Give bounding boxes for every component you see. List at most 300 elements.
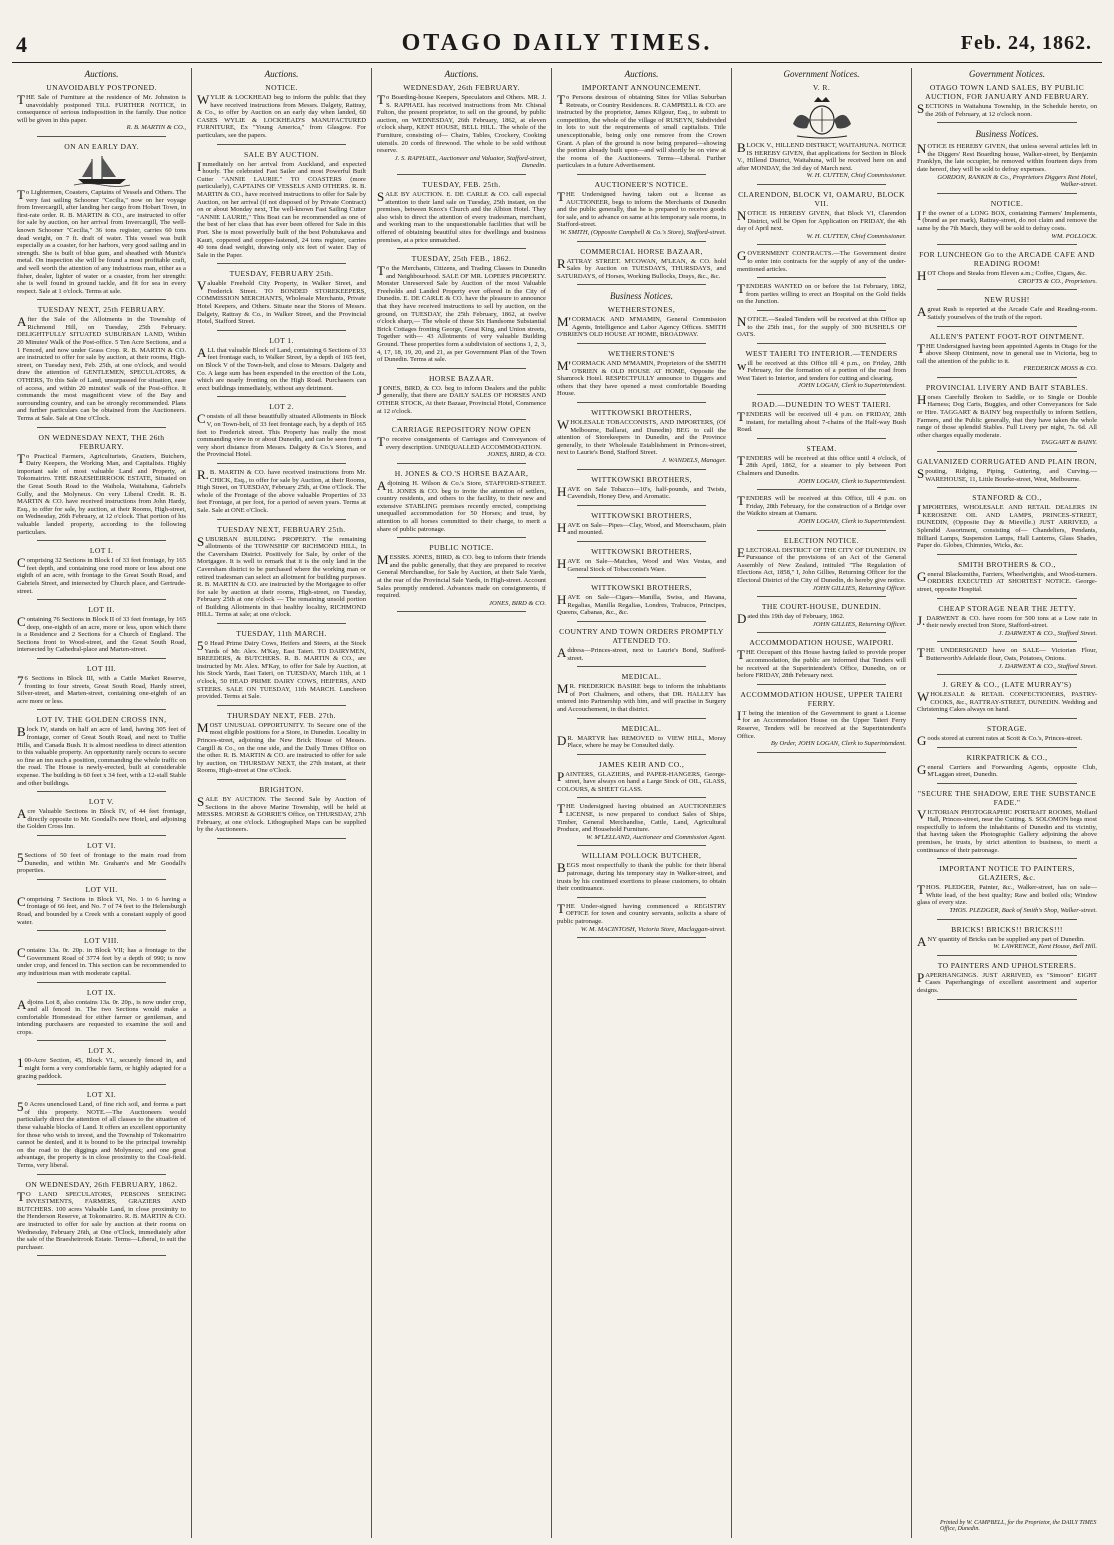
advertisement — [557, 803, 726, 846]
advertisement — [737, 536, 906, 598]
ad-divider — [577, 937, 706, 938]
ad-title: WEST TAIERI TO INTERIOR.—TENDERS — [745, 348, 898, 358]
ad-divider — [757, 184, 886, 185]
advertisement — [557, 247, 726, 286]
ad-title: LOT III. — [86, 664, 117, 674]
advertisement — [377, 374, 546, 420]
ad-body-text: General Carriers and Forwarding Agents, opposite Club, M'Laggan street, Dunedin. — [917, 761, 1097, 779]
advertisement — [197, 785, 366, 839]
advertisement — [917, 332, 1097, 378]
ship-icon — [72, 153, 132, 187]
ad-divider — [577, 845, 706, 846]
ad-body-text: Valuable Freehold City Property, in Walker Street, and Frederick Street. TO BONDED STOREKEEPERS, COMMISSION MERCHANTS, Wholesale Merchants, Private Hotel Keepers, and Others. Situate near the Stores of Messrs. Dalgety, Rattray & Co., in Walker Street, and the Provincial Hotel, Stafford Street. — [197, 278, 366, 326]
ad-body-text: Adjoining H. Wilson & Co.'s Store, STAFFORD-STREET. H. JONES & CO. beg to invite the attention of settlers, country residents, and others to the facility, to their new and extensive STABLING premises recently erected, comprising unequalled accommodation for 50 Horses; and trust, by attention to all horses committed to their charge, to merit a share of public patronage. — [377, 477, 546, 533]
ad-signature: W. M. MACINTOSH, Victoria Store, Maclaggan-street. — [580, 925, 726, 933]
ad-body-text: will be received at this Office till 4 p.m., on Friday, 28th February, for the formation of a portion of the road from West Taieri to Interior, and tenders for cutting and clearing. — [737, 357, 906, 382]
ad-body-text: NOTICE IS HEREBY GIVEN, that unless several articles left in the Diggers' Rest Boarding house, Walker-street, by Benjamin Franklyn, the late occupier, be removed within fourteen days from date hereof, they will be sold to defray expenses. — [917, 141, 1097, 173]
ad-body-text: J.DARWENT & CO. have room for 500 tons at a Low rate in their newly erected Iron Store, Stafford-street. — [917, 612, 1097, 630]
advertisement — [557, 547, 726, 578]
ad-signature: J. DARWENT & CO., Stafford Street. — [998, 662, 1097, 670]
ad-title: NEW RUSH! — [984, 295, 1030, 305]
advertisement — [737, 690, 906, 753]
ad-body-text: ELECTORAL DISTRICT OF THE CITY OF DUNEDIN. IN Pursuance of the provisions of an Act of the General Assembly of New Zealand, intituled "The Regulation of Elections Act, 1858," I, John Gillies, Returning Officer for the Electoral District of the City of Dunedin, do hereby give notice. — [737, 544, 906, 584]
ad-divider — [577, 505, 706, 506]
ad-title: LOT 1. — [269, 335, 294, 345]
column-subheading: Business Notices. — [610, 291, 673, 302]
advertisement — [197, 629, 366, 706]
advertisement — [557, 305, 726, 344]
ad-signature: TAGGART & BAINY. — [1040, 439, 1097, 447]
ad-divider — [937, 641, 1077, 642]
ad-body-text: Goods stored at current rates at Scott & Co.'s, Princes-street. — [917, 732, 1083, 748]
ad-title: WILLIAM POLLOCK BUTCHER, — [581, 851, 702, 861]
ad-body-text: Containing 76 Sections in Block II of 33 feet frontage, by 165 deep, one-eighth of an acre, more or less, upon which there is a Residence and 2 Sections for a Church of England. The Sections front to Wood-street, and the Great South Road, intersected by Cathedral-place and Marten-street. — [17, 614, 186, 654]
ad-title: TUESDAY, 11th MARCH. — [236, 629, 327, 639]
advertisement — [557, 583, 726, 622]
ad-title: TO PAINTERS AND UPHOLSTERERS. — [937, 960, 1077, 970]
ad-divider — [397, 368, 526, 369]
ad-body-text: R.B. MARTIN & CO. have received instructions from Mr. CHICK, Esq., to offer for sale by Auction, at their Rooms, High Street, on TUESDAY, February 25th, at One o'Clock. The whole of the Frontage of the above valuable Properties of 33 feet Frontage, at per foot, for a period of seven years. Terms at Sale. Sale at ONE o'Clock. — [197, 466, 366, 514]
ad-signature: W. M'LELLAND, Auctioneer and Commission Agent. — [586, 833, 726, 841]
royal-crest-icon — [787, 94, 857, 140]
ad-title: THURSDAY NEXT, FEB. 27th. — [227, 710, 336, 720]
ad-divider — [37, 1084, 166, 1085]
ad-title: JAMES KEIR AND CO., — [598, 759, 685, 769]
ad-divider — [577, 621, 706, 622]
advertisement — [17, 988, 186, 1042]
ad-title: WITTKOWSKI BROTHERS, — [591, 510, 692, 520]
advertisement — [917, 295, 1097, 326]
ad-signature: JOHN LOGAN, Clerk to Superintendent. — [797, 518, 906, 525]
ad-body-text: To receive consignments of Carriages and Conveyances of every description. UNEQUALLED ACCOMMODATION. — [377, 434, 546, 451]
ad-title: LOT VI. — [86, 840, 117, 850]
ad-divider — [757, 277, 886, 278]
advertisement — [917, 789, 1097, 860]
ad-divider — [577, 343, 706, 344]
ad-body-text: TENDERS WANTED on or before the 1st February, 1862, from parties willing to erect an Hospital on the Gold fields on the Junction. — [737, 281, 906, 306]
column-heading: Auctions. — [624, 69, 659, 79]
ad-body-text: General Blacksmiths, Farriers, Wheelwrights, and Wood-turners. ORDERS EXECUTED AT SHORTEST NOTICE. George-street, opposite Hospital. — [917, 568, 1097, 593]
advertisement — [917, 143, 1097, 194]
advertisement — [917, 457, 1097, 488]
advertisement — [557, 627, 726, 667]
advertisement — [917, 199, 1097, 245]
ad-divider — [577, 666, 706, 667]
ad-signature: J. S. RAPHAEL, Auctioneer and Valuator, Stafford-street, Dunedin. — [394, 154, 546, 170]
ad-body-text: SALE BY AUCTION. E. DE CARLE & CO. call especial attention to their land sale on Tuesday, 25th instant, on the premises, between Knox's Church and the Albion Hotel. They also wish to direct the attention of every tradesman, merchant, and working man to the unquestionable facilities that will be offered of obtaining beautiful sites for dwellings and business premises, at a price unmatched. — [377, 188, 546, 244]
ad-body-text: To Practical Farmers, Agriculturists, Graziers, Butchers, Dairy Keepers, the Working Man, and Capitalists. Highly important sale of most valuable Land and Property, at Tokomairiro. THE BRAESHEIRROOK ESTATE, Situated on the Great South Road to the Waihola, Waitahuna, Gabriel's Gully, and the Molyneux. On very Liberal Credit. R. B. MARTIN & CO. have received instructions from John Hardy, Esq., to offer for sale, by auction, at their Rooms, High-street, on Wednesday, 26th February, at 12 o'clock. That portion of his valuable landed property, according to the following particulars. — [17, 450, 186, 536]
advertisement — [197, 525, 366, 625]
ad-title: NOTICE. — [265, 83, 298, 92]
ad-divider — [937, 718, 1077, 719]
ad-divider — [217, 263, 346, 264]
ad-body-text: THE Under-signed having commenced a REGISTRY OFFICE for town and country servants, solicits a share of public patronage. — [557, 900, 726, 925]
advertisement — [377, 180, 546, 249]
ad-divider — [757, 438, 886, 439]
ad-title: BRIGHTON. — [259, 784, 304, 794]
ad-divider — [757, 343, 886, 344]
ad-body-text: PAPERHANGINGS. JUST ARRIVED, ex "Simoon" EIGHT Cases Paperhangings of excellent assortment and superior designs. — [917, 969, 1097, 994]
advertisement — [917, 724, 1097, 748]
ad-title: H. JONES & CO.'S HORSE BAZAAR, — [394, 468, 529, 478]
ad-divider — [577, 897, 706, 898]
column-subheading: Business Notices. — [975, 129, 1039, 140]
ad-divider — [757, 310, 886, 311]
ad-body-text: TENDERS will be received at this office until 4 o'clock, of 28th April, 1862, for a steamer to ply between Port Chalmers and Dunedin. — [737, 452, 906, 478]
ad-divider — [217, 705, 346, 706]
ad-divider — [757, 596, 886, 597]
ad-body-text: Horses Carefully Broken to Saddle, or to Single or Double Harness; Dog Carts, Buggies, and other Conveyances for Sale or Hire. TAGGART & BAINY beg respectfully to inform Settlers, Farmers, and the Public generally, that they have taken the whole range of those splendid Stables. Full Livery per night, 7s. 6d. All other charges equally moderate. — [917, 391, 1097, 439]
ad-title: LOT X. — [88, 1046, 115, 1056]
advertisement — [17, 546, 186, 600]
ad-title: WITTKOWSKI BROTHERS, — [591, 474, 692, 484]
ad-divider — [37, 879, 166, 880]
ad-body-text: TENDERS will be received at this Office, till 4 p.m. on Friday, 28th February, for the construction of a Bridge over the Waikito stream at Oamaru. — [737, 493, 906, 518]
advertisement — [557, 724, 726, 755]
ad-divider — [937, 783, 1077, 784]
ad-body-text: SUBURBAN BUILDING PROPERTY. The remaining allotments of the TOWNSHIP OF RICHMOND HILL, In the Caversham District. Positively for Sale, by order of the Mortgagee. It is well to remark that it is the only land in the Caversham district to be purchased where the working man or retired tradesman can select an allotment for building purposes. R. B. MARTIN & CO. are instructed by the Mortgagee to offer for sale by auction at their rooms, High-street, on Tuesday, February 25th at one o'clock — The remaining unsold portion of Building Allotments in that healthy locality, RICHMOND HILL. Terms at sale; at one o'clock. — [197, 533, 366, 619]
advertisement — [197, 336, 366, 398]
ad-title: ACCOMMODATION HOUSE, WAIPORI. — [749, 638, 894, 648]
ad-body-text: Consists of all these beautifully situated Allotments in Block V, on Town-belt, of 33 feet frontage each, by a depth of 165 feet to Frederick street. This Property has really the most commanding view in or about Dunedin, and can be seen from a very short distance from Messrs. Dalgety & Co.'s Stores, and the Provincial Hotel. — [197, 411, 366, 459]
advertisement — [557, 83, 726, 175]
ad-divider — [577, 241, 706, 242]
ad-title: LOT V. — [88, 797, 115, 807]
ad-title: WETHERSTONE'S — [608, 349, 675, 359]
ad-title: MEDICAL. — [621, 723, 662, 733]
advertisement — [917, 647, 1097, 675]
ad-divider — [37, 1255, 166, 1256]
ad-body-text: WHOLESALE TOBACCONISTS, AND IMPORTERS, (Of Melbourne, Ballarat, and Dunedin) BEG to call the attention of Storekeepers in Dunedin, and the Province generally, to their Wholesale Establishment in Princes-street, next to Laurie's Bond, Stafford Street. — [557, 417, 726, 457]
ad-body-text: NOTICE IS HEREBY GIVEN, that Block VI, Clarendon District, will be Open for Application on FRIDAY, the 4th day of April next. — [737, 207, 906, 233]
ad-signature: W. LAWRENCE, Kent House, Bell Hill. — [993, 943, 1097, 951]
ad-title: TUESDAY, 25th FEB., 1862. — [411, 254, 512, 264]
advertisement — [737, 638, 906, 684]
ad-body-text: HAVE on Sale Tobacco—10's, half-pounds, and Twists, Cavendish, Honey Dew, and Aromatic. — [557, 483, 726, 501]
ad-body-text: SECTIONS in Waitahuna Township, in the Schedule hereto, on the 26th of February, at 12 o'clock noon. — [917, 101, 1097, 118]
advertisement — [197, 466, 366, 520]
ad-body-text: Dated this 19th day of February, 1862. — [737, 611, 845, 627]
ad-title: PUBLIC NOTICE. — [429, 543, 494, 553]
ad-divider — [37, 540, 166, 541]
ad-divider — [937, 858, 1077, 859]
advertisement — [737, 283, 906, 311]
advertisement — [17, 885, 186, 931]
ad-body-text: MR. FREDERICK BASIRE begs to inform the inhabitants of Port Chalmers, and others, that DR. HALLEY has entered into Partnership with him, and will practise in Surgery and Accouchement, in that district. — [557, 681, 726, 713]
ad-body-text: ANY quantity of Bricks can be supplied any part of Dunedin. — [917, 933, 1085, 949]
ad-divider — [577, 402, 706, 403]
ad-title: ALLEN'S PATENT FOOT-ROT OINTMENT. — [929, 331, 1085, 341]
advertisement — [737, 602, 906, 633]
ad-divider — [577, 284, 706, 285]
ad-title: CHEAP STORAGE NEAR THE JETTY. — [938, 603, 1076, 613]
advertisement — [377, 425, 546, 464]
advertisement — [197, 150, 366, 265]
ad-signature: R. B. MARTIN & CO., — [126, 124, 186, 132]
advertisement — [557, 760, 726, 799]
advertisement — [917, 864, 1097, 919]
ad-divider — [577, 469, 706, 470]
ad-signature: THOS. PLEDGER, Back of Smith's Shop, Walker-street. — [949, 907, 1097, 915]
advertisement — [737, 349, 906, 395]
header-rule — [12, 62, 1102, 63]
ad-title: FOR LUNCHEON Go to the ARCADE CAFE AND READING ROOM! — [919, 250, 1095, 269]
advertisement — [557, 349, 726, 403]
advertisement — [17, 841, 186, 880]
advertisement — [557, 851, 726, 897]
advertisement — [17, 305, 186, 427]
ad-signature: J. DARWENT & CO., Stafford Street. — [998, 629, 1097, 637]
ad-body-text: IT being the intention of the Government to grant a License for an Accommodation House on the Upper Taieri Ferry Reserve, Tenders will be received at the Superintendent's Office. — [737, 707, 906, 740]
column-6 — [912, 68, 1102, 1538]
ad-body-text: NOTICE.—Sealed Tenders will be received at this Office up to the 25th inst., for the supply of 300 BUSHELS OF OATS. — [737, 313, 906, 339]
ad-divider — [937, 487, 1077, 488]
advertisement — [737, 400, 906, 439]
advertisement — [737, 495, 906, 530]
advertisement — [917, 753, 1097, 784]
ad-signature: J. WANDELS, Manager. — [662, 457, 726, 464]
advertisement — [737, 83, 906, 185]
ad-body-text: Adjoins Lot 8, also contains 13a. 0r. 20p., is now under crop, and all fenced in. The two Sections would make a comfortable Homestead for either farmer or gentleman, and intending purchasers are requested to examine the soil and crops. — [17, 996, 186, 1036]
advertisement — [737, 190, 906, 245]
advertisement — [917, 560, 1097, 599]
ad-title: THE COURT-HOUSE, DUNEDIN. — [761, 602, 882, 612]
advertisement — [557, 475, 726, 506]
ad-signature: JOHN LOGAN, Clerk to Superintendent. — [797, 382, 906, 390]
ad-divider — [937, 554, 1077, 555]
advertisement — [737, 313, 906, 344]
ad-divider — [397, 248, 526, 249]
ad-body-text: Contains 13a. 0r. 20p. in Block VII; has a frontage to the Government Road of 3774 feet by a depth of 990; is now under crop, and fenced in. This section can be recommended to any industrious man with moderate capital. — [17, 945, 186, 977]
ad-signature: JOHN GILLIES, Returning Officer. — [812, 620, 906, 628]
advertisement — [17, 433, 186, 542]
printer-imprint: Printed by W. CAMPBELL, for the Proprietor, the DAILY TIMES Office, Dunedin. — [940, 1520, 1097, 1532]
ad-divider — [937, 598, 1077, 599]
advertisement — [557, 408, 726, 470]
advertisement — [17, 797, 186, 836]
ad-title: LOT IX. — [86, 987, 117, 997]
ad-body-text: HAVE on Sale—Matches, Wood and Wax Vestas, and General Stock of Tobacconist's Ware. — [557, 555, 726, 573]
ad-divider — [937, 244, 1077, 245]
ad-title: UNAVOIDABLY POSTPONED. — [46, 83, 157, 92]
ad-body-text: DR. MARTYR has REMOVED to VIEW HILL, Moray Place, where he may be Consulted daily. — [557, 732, 726, 750]
ad-body-text: THE Sale of Furniture at the residence of Mr. Johnston is unavoidably postponed TILL FURTHER NOTICE, in consequence of serious indisposition in the family. Due notice will be given in this paper. — [17, 92, 186, 124]
advertisement — [17, 1046, 186, 1085]
ad-divider — [757, 489, 886, 490]
ad-title: STEAM. — [806, 443, 837, 453]
ad-divider — [217, 330, 346, 331]
ad-title: SMITH BROTHERS & CO., — [958, 559, 1056, 569]
ad-body-text: Agreat Rush is reported at the Arcade Cafe and Reading-room. Satisfy yourselves of the truth of the report. — [917, 304, 1097, 321]
ad-title: WEDNESDAY, 26th FEBRUARY. — [403, 83, 520, 92]
ad-divider — [217, 779, 346, 780]
ad-title: ACCOMMODATION HOUSE, UPPER TAIERI FERRY. — [740, 689, 903, 708]
ad-body-text: THE Undersigned having obtained an AUCTIONEER'S LICENSE, is now prepared to conduct Sales of Ships, Timber, General Merchandise, Cattle, Land, Agricultural Produce, and Household Furniture. — [557, 801, 726, 834]
column-heading: Auctions. — [84, 69, 119, 79]
ad-divider — [937, 955, 1077, 956]
ad-title: LOT VII. — [85, 884, 118, 894]
ad-body-text: 100-Acre Section, 45, Block VI., securely fenced in, and might form a very comfortable farm, or highly adapted for a grazing paddock. — [17, 1055, 186, 1080]
ad-body-text: IF the owner of a LONG BOX, containing Farmers' Implements, (brand as per mark), Rattray-street, do not claim and remove the same by the 7th March, they will be sold to defray costs. — [917, 207, 1097, 232]
ad-divider — [937, 289, 1077, 290]
advertisement — [917, 383, 1097, 452]
advertisement — [557, 672, 726, 718]
ad-title: OTAGO TOWN LAND SALES, BY PUBLIC AUCTION, FOR JANUARY AND FEBRUARY. — [925, 83, 1089, 101]
ad-title: WITTKOWSKI BROTHERS, — [591, 546, 692, 556]
ad-divider — [37, 427, 166, 428]
masthead — [0, 18, 1114, 58]
ad-body-text: Acre Valuable Sections in Block IV, of 44 feet frontage, directly opposite to Mr. Goodall's new Hotel, and adjoining the Golden Cross Inn. — [17, 806, 186, 831]
column-heading: Auctions. — [444, 69, 479, 79]
ad-body-text: Block IV, stands on half an acre of land, having 305 feet of frontage, corner of Great South Road, and next to Tuffie Hills, and Canada Bush. It is almost needless to direct attention to this valuable property. An opportunity rarely occurs to secure so fine an inn such a position, commanding the whole traffic on the road. The House is newly-erected, built at considerable expense. The building is 60 feet x 34 feet, with a 12-stall Stable and other buildings. — [17, 724, 186, 787]
ad-divider — [217, 463, 346, 464]
column-4 — [552, 68, 732, 1538]
ad-divider — [37, 835, 166, 836]
ad-divider — [937, 674, 1077, 675]
ad-divider — [217, 623, 346, 624]
ad-title: V. R. — [812, 83, 831, 92]
ad-title: KIRKPATRICK & CO., — [966, 752, 1048, 762]
ad-signature: W. H. CUTTEN, Chief Commissioner. — [806, 172, 906, 180]
advertisement — [377, 469, 546, 538]
ad-title: LOT XI. — [86, 1090, 117, 1100]
advertisement — [557, 900, 726, 938]
ad-body-text: 76 Sections in Block III, with a Cattle Market Reserve, fronting to four streets, Great South Road, Hardy street, Silver-street, and Marten-street, containing one-eighth of an acre more or less. — [17, 673, 186, 705]
ad-body-text: 5Sections of 50 feet of frontage to the main road from Dunedin, and within Mr. Graham's and Mr Goodall's properties. — [17, 849, 186, 875]
ad-divider — [937, 747, 1077, 748]
ad-divider — [757, 632, 886, 633]
ad-title: HORSE BAZAAR. — [428, 373, 495, 383]
ad-title: LOT VIII. — [84, 936, 119, 946]
advertisement — [557, 511, 726, 542]
ad-body-text: IMPORTERS, WHOLESALE AND RETAIL DEALERS IN KEROSENE OIL AND LAMPS, PRINCES-STREET, DUNEDIN, (Opposite Day & Mieville.) JUST ARRIVED, a Splendid Assortment, consisting of— Chandeliers, Pendants, Billiard Lamps, Suspension Lamps, Hall Lanterns, Glass Shades, Paper do. Globes, Chimnies, Wicks, &c. — [917, 502, 1097, 550]
ad-divider — [937, 122, 1077, 123]
advertisement — [377, 254, 546, 369]
ad-body-text: Comprising 32 Sections in Block I of 33 feet frontage, by 165 feet depth, and containing one rood more or less about one eighth of an acre, with frontage to the Great South Road, and Gabriels Street, and intersected by Church place, and Gertrude-street. — [17, 555, 186, 595]
advertisement — [917, 250, 1097, 290]
advertisement — [737, 250, 906, 278]
advertisement — [917, 604, 1097, 643]
ad-divider — [37, 1174, 166, 1175]
column-5 — [732, 68, 912, 1538]
advertisement — [197, 402, 366, 464]
ad-body-text: WYLIE & LOCKHEAD beg to inform the public that they have received instructions from Messrs. Dalgety, Rattray, & Co., to offer by Auction on an early day when landed, 60 CASES WYLIE & LOCKHEAD'S MANUFACTURED FURNITURE, Ex "Young America," from Glasgow. For particulars, see the papers. — [197, 92, 366, 139]
ad-title: ROAD.—DUNEDIN TO WEST TAIERI. — [751, 400, 892, 410]
ad-title: NOTICE. — [990, 198, 1024, 208]
ad-title: J. GREY & CO., (LATE MURRAY'S) — [942, 680, 1072, 690]
ad-divider — [37, 658, 166, 659]
ad-divider — [37, 709, 166, 710]
ad-divider — [937, 193, 1077, 194]
ad-signature: JONES, BIRD, & CO. — [487, 451, 546, 459]
ad-divider — [577, 541, 706, 542]
page-number: 4 — [16, 32, 27, 57]
advertisement — [377, 83, 546, 175]
ad-divider — [217, 519, 346, 520]
ad-divider — [757, 530, 886, 531]
ad-title: COMMERCIAL HORSE BAZAAR, — [580, 246, 703, 256]
ad-title: TUESDAY, FEB. 25th. — [422, 179, 501, 189]
ad-title: TUESDAY, FEBRUARY 25th. — [229, 269, 334, 279]
ad-title: BRICKS! BRICKS!! BRICKS!!! — [951, 924, 1063, 934]
ad-signature: JOHN GILLIES, Returning Officer. — [812, 584, 906, 592]
ad-divider — [37, 299, 166, 300]
ad-body-text: SALE BY AUCTION. The Second Sale by Auction of Sections in the above Marine Township, will be held at MESSRS. MORSE & GORRIE'S Office, on THURSDAY, 27th February, at one o'clock. Lithographed Maps can be supplied by the Auctioneers. — [197, 793, 366, 834]
ad-signature: W. SMITH, (Opposite Campbell & Co.'s Store), Stafford-street. — [559, 228, 726, 236]
ad-body-text: WHOLESALE & RETAIL CONFECTIONERS, PASTRY-COOKS, &c., RATTRAY-STREET, DUNEDIN. Wedding and Christening Cakes always on hand. — [917, 689, 1097, 714]
ad-body-text: MESSRS. JONES, BIRD, & CO. beg to inform their friends and the public generally, that they are prepared to receive General Merchandise, for Sale by Auction, at their Sale Yards, at the rear of the Provincial Sale Yards, in High-street. Account Sales promptly rendered. Advances made on consignments, if required. — [377, 552, 546, 600]
ad-body-text: THE Occupant of this House having failed to provide proper accommodation, the public are informed that Tenders will be received at the Superintendent's Office, Dunedin, on or before FRIDAY, 28th February next. — [737, 647, 906, 680]
ad-title: WITTKOWSKI BROTHERS, — [591, 583, 692, 593]
ad-title: AUCTIONEER'S NOTICE. — [594, 179, 689, 189]
advertisement — [197, 269, 366, 331]
page-columns — [12, 68, 1102, 1538]
ad-title: CLARENDON, BLOCK VI, OAMARU, BLOCK VII. — [738, 189, 905, 208]
ad-title: ON WEDNESDAY NEXT, THE 26th FEBRUARY. — [38, 432, 165, 451]
ad-signature: FREDERICK MOSS & CO. — [1023, 365, 1097, 373]
advertisement — [377, 543, 546, 612]
column-2 — [192, 68, 372, 1538]
ad-body-text: THE Undersigned having been appointed Agents in Otago for the above Sheep Ointment, now in general use in Victoria, beg to call the attention of the public to it. — [917, 340, 1097, 365]
ad-body-text: Immediately on her arrival from Auckland, and expected hourly. The celebrated Fast Sailer and most Powerful Built Cutter "ANNIE LAURIE." TO COASTERS (more particularly), CAPTAINS OF VESSELS AND OTHERS. R. B. MARTIN & CO., have received instructions to offer for Sale by Auction, on her arrival (if not disposed of by Private Contract) on or about Monday next, The well-known Fast Sailing Cutter "ANNIE LAURIE," This Boat can be recommended as one of the best of her class that has ever been offered for Sale in this Port. She is most powerfully built of the best Pohutukawa and Kauri, coppered and copper-fastened, 24 tons register, carries 40 tons dead weight, drawing only six feet of water. Day of Sale in the Paper. — [197, 158, 366, 259]
advertisement — [917, 925, 1097, 956]
ad-body-text: 50 Acres unenclosed Land, of fine rich soil, and forms a part of this property. NOTE.—The Auctioneers would particularly direct the attention of all classes to the situation of these valuable blocks of Land. It offers an excellent opportunity for those who wish to invest, and the Township of Tokomairiro cannot be denied, and it is bound to be the principal township on the road to the diggings and Molyneux; and one great advantage, the property is in close proximity to the Coal-field. Terms, very liberal. — [17, 1099, 186, 1169]
advertisement — [17, 664, 186, 710]
ad-signature: CROFTS & CO., Proprietors. — [1018, 277, 1097, 285]
ad-title: WETHERSTONES, — [607, 305, 676, 315]
advertisement — [557, 180, 726, 242]
ad-divider — [757, 752, 886, 753]
ad-body-text: JONES, BIRD, & CO. beg to inform Dealers and the public generally, that there are DAILY SALES OF HORSES AND OTHER STOCK, At their Bazaar, Provincial Hotel, Commence at 12 o'clock. — [377, 382, 546, 415]
advertisement — [197, 711, 366, 780]
ad-title: TUESDAY NEXT, FEBRUARY 25th. — [217, 524, 346, 534]
ad-body-text: M'CORMACK AND M'MAMIN, Proprietors of the SMITH O'BRIEN & OLD HOUSE AT HOME, Opposite the Shamrock Hotel. RESPECTFULLY announce to Diggers and others that they have opened a most comfortable Boarding House. — [557, 358, 726, 398]
advertisement — [17, 715, 186, 792]
ad-title: LOT II. — [88, 605, 115, 615]
ad-body-text: HAVE on Sale—Pipes—Clay, Wood, and Meerschaum, plain and mounted. — [557, 519, 726, 537]
ad-body-text: To the Merchants, Citizens, and Trading Classes in Dunedin and Neighbourhood. SALE OF MR. LOPER'S PROPERTY. Monster Unreserved Sale by Auction of the most Valuable Freeholds and Landed Property ever offered in the City of Dunedin. E. DE CARLE & CO. have the pleasure to announce that they have received instructions to sell by auction, on the ground, on TUESDAY, the 25th February, 1862, at twelve o'clock sharp,— The whole of those Six Handsome Substantial Brick Cottages fronting George, Great King, and Union streets, Together with— 43 Allotments of very valuable Building Ground. These properties form a subdivision of sections 1, 2, 3, 4, 17, 18, 19, 20, and 21, as per Government Plan of the Town of Dunedin. Terms at sale. — [377, 263, 546, 364]
ad-divider — [577, 174, 706, 175]
ad-body-text: HOT Chops and Steaks from Eleven a.m.; Coffee, Cigars, &c. — [917, 268, 1087, 284]
ad-title: PROVINCIAL LIVERY AND BAIT STABLES. — [925, 382, 1089, 392]
ad-divider — [397, 174, 526, 175]
ad-divider — [37, 930, 166, 931]
advertisement — [17, 1090, 186, 1174]
ad-body-text: THE UNDERSIGNED have on SALE— Victorian Flour, Butterworth's Adelaide flour, Oats, Potatoes, Onions. — [917, 645, 1097, 662]
ad-divider — [397, 537, 526, 538]
ad-body-text: To Persons desirous of obtaining Sites for Villas Suburban Retreats, or Country Residences. R. CAMPBELL & CO. are instructed by the proprietor, James Kilgour, Esq., to submit to competition, the whole of the village of RUSEYN, Subdivided in lots to suit the requirements of small capitalists. Title unexceptionable, being only one remove from the Crown Grant. A plan of the ground is now being prepared—showing the portion already built upon—and will shortly be on view at the rooms of the Auctioneers. Terms—Liberal. Further particulars in a future Advertisement. — [557, 92, 726, 170]
ad-divider — [37, 1040, 166, 1041]
ad-divider — [37, 599, 166, 600]
ad-divider — [37, 982, 166, 983]
advertisement — [17, 605, 186, 659]
ad-signature: GORDON, RANKIN & Co., Proprietors Diggers Rest Hotel, Walker-street. — [937, 173, 1097, 189]
ad-body-text: Address—Princes-street, next to Laurie's Bond, Stafford-street. — [557, 644, 726, 662]
ad-signature: W. H. CUTTEN, Chief Commissioner. — [806, 232, 906, 240]
ad-divider — [577, 754, 706, 755]
ad-body-text: TO LAND SPECULATORS, PERSONS SEEKING INVESTMENTS, FARMERS, GRAZIERS AND BUTCHERS. 100 acres Valuable Land, in close proximity to the Henderson Reserve, at Tokomairiro. R. B. MARTIN & CO. are instructed to offer for sale by auction at their rooms on Wednesday, February 26th, at One o'Clock, immediately after the sale of the Braesheirrook Estate. Terms—Liberal, to suit the purchaser. — [17, 1188, 186, 1251]
column-3 — [372, 68, 552, 1538]
ad-body-text: ALL that valuable Block of Land, containing 6 Sections of 33 feet frontage each, to Walker Street, by a depth of 165 feet, on Block V of the Town-belt, and close to Messrs. Dalgety and Co. A large sum has been expended in the erection of the Lots, which are nearly fronting on the High Road. Purchasers can erect buildings immediately, without any detriment. — [197, 344, 366, 392]
advertisement — [17, 142, 186, 300]
ad-divider — [757, 684, 886, 685]
ad-body-text: To Lightermen, Coasters, Captains of Vessels and Others. The very fast sailing Schooner "Cecilia," now on her voyage from Invercargill, after landing her cargo from Hobart Town, in first-rate order. R. B. MARTIN & CO., are instructed to offer for sale by auction, on her arrival from Invercargill, The well-known Schooner "Cecilia," 36 tons register, carries 60 tons dead weight, on 7 ft. draft of water. This vessel was built especially as a coaster, for her harbors, very good sailing and in strength. She is built of blue gum, and sheathed with Muntz's metal. On inspection she will be found a most profitable craft, and well worth the attention of any industrious man, either as a fisher, dealer, lighter of water or a coaster, from her strength: she is well found in ground tackle, and fit for sea in every respect. Sale at 1 o'clock. Terms at sale. — [17, 186, 186, 295]
ad-body-text: Spouting, Ridging, Piping, Guttering, and Curving.—WAREHOUSE, 11, Little Bourke-street, West, Melbourne. — [917, 466, 1097, 483]
ad-title: IMPORTANT ANNOUNCEMENT. — [581, 83, 702, 92]
ad-divider — [577, 577, 706, 578]
ad-title: ON WEDNESDAY, 26th FEBRUARY, 1862. — [25, 1179, 178, 1189]
ad-title: ELECTION NOTICE. — [783, 535, 860, 545]
